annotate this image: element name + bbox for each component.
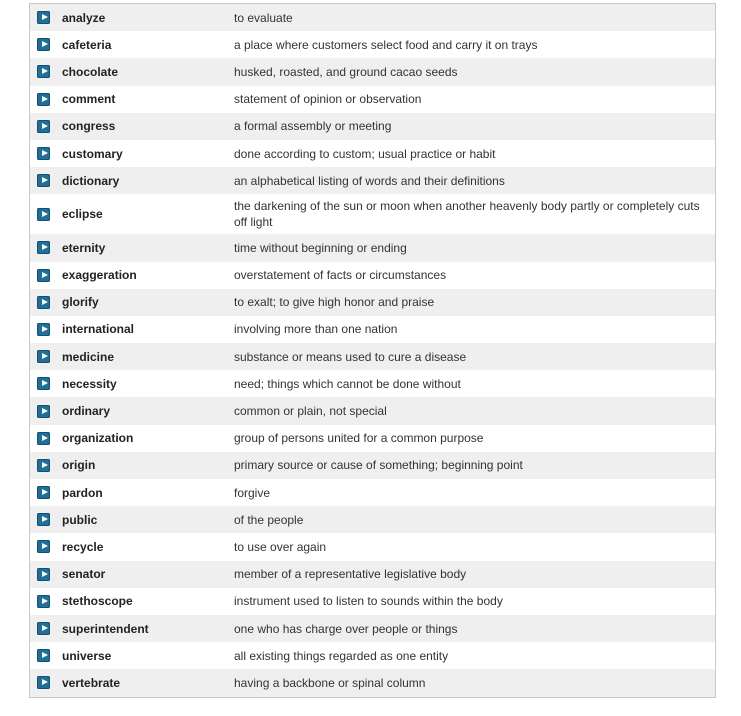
table-row	[30, 506, 715, 533]
vocab-definition: of the people	[234, 512, 304, 527]
vocab-definition: common or plain, not special	[234, 404, 387, 419]
table-row	[30, 588, 715, 615]
vocab-definition: forgive	[234, 485, 271, 500]
vocab-word: cafeteria	[62, 37, 112, 52]
vocab-definition: statement of opinion or observation	[234, 92, 422, 107]
vocab-word: origin	[62, 458, 96, 473]
vocab-definition: a formal assembly or meeting	[234, 119, 392, 134]
table-row	[30, 316, 715, 343]
table-row	[30, 642, 715, 669]
vocab-word: medicine	[62, 349, 115, 364]
play-icon[interactable]	[37, 65, 50, 78]
play-icon[interactable]	[37, 486, 50, 499]
table-row	[30, 343, 715, 370]
play-icon[interactable]	[37, 405, 50, 418]
vocab-word: stethoscope	[62, 594, 133, 609]
table-row	[30, 194, 715, 234]
vocab-definition: all existing things regarded as one entity	[234, 648, 449, 663]
play-icon[interactable]	[37, 323, 50, 336]
vocab-word: ordinary	[62, 404, 111, 419]
vocab-word: dictionary	[62, 173, 120, 188]
vocab-word: international	[62, 322, 135, 337]
play-icon[interactable]	[37, 120, 50, 133]
vocab-word: recycle	[62, 539, 104, 554]
vocab-definition: an alphabetical listing of words and their definitions	[234, 173, 505, 188]
vocab-definition: overstatement of facts or circumstances	[234, 268, 447, 283]
play-icon[interactable]	[37, 676, 50, 689]
vocab-word: chocolate	[62, 64, 119, 79]
play-icon[interactable]	[37, 622, 50, 635]
play-icon[interactable]	[37, 174, 50, 187]
table-row	[30, 31, 715, 58]
vocab-word: exaggeration	[62, 268, 137, 283]
vocab-word: public	[62, 512, 98, 527]
table-row	[30, 113, 715, 140]
vocab-word: congress	[62, 119, 116, 134]
vocab-word: superintendent	[62, 621, 149, 636]
vocab-definition: time without beginning or ending	[234, 240, 407, 255]
play-icon[interactable]	[37, 513, 50, 526]
vocabulary-table	[29, 3, 716, 698]
table-row	[30, 289, 715, 316]
play-icon[interactable]	[37, 649, 50, 662]
vocab-word: necessity	[62, 376, 117, 391]
vocab-word: vertebrate	[62, 675, 121, 690]
table-row	[30, 234, 715, 261]
table-row	[30, 370, 715, 397]
vocab-definition: a place where customers select food and carry it on trays	[234, 37, 538, 52]
play-icon[interactable]	[37, 208, 50, 221]
table-row	[30, 425, 715, 452]
vocab-word: eclipse	[62, 207, 103, 222]
table-row	[30, 86, 715, 113]
vocab-definition: substance or means used to cure a disease	[234, 349, 467, 364]
vocab-word: comment	[62, 92, 116, 107]
table-row	[30, 615, 715, 642]
play-icon[interactable]	[37, 269, 50, 282]
table-row	[30, 561, 715, 588]
table-row	[30, 167, 715, 194]
vocab-definition: to use over again	[234, 539, 327, 554]
vocab-word: analyze	[62, 10, 106, 25]
vocab-word: organization	[62, 431, 134, 446]
vocab-word: universe	[62, 648, 112, 663]
vocab-definition: to exalt; to give high honor and praise	[234, 295, 435, 310]
table-row	[30, 140, 715, 167]
vocab-definition: done according to custom; usual practice or habit	[234, 146, 496, 161]
vocab-definition: instrument used to listen to sounds within the body	[234, 594, 503, 609]
table-row	[30, 397, 715, 424]
table-row	[30, 58, 715, 85]
play-icon[interactable]	[37, 93, 50, 106]
play-icon[interactable]	[37, 595, 50, 608]
vocab-word: senator	[62, 567, 106, 582]
play-icon[interactable]	[37, 377, 50, 390]
play-icon[interactable]	[37, 38, 50, 51]
play-icon[interactable]	[37, 568, 50, 581]
table-row	[30, 479, 715, 506]
vocab-definition: the darkening of the sun or moon when another heavenly body partly or completely cuts off light	[234, 199, 700, 230]
vocab-definition: husked, roasted, and ground cacao seeds	[234, 64, 458, 79]
play-icon[interactable]	[37, 459, 50, 472]
table-row	[30, 4, 715, 31]
play-icon[interactable]	[37, 432, 50, 445]
vocab-definition: primary source or cause of something; beginning point	[234, 458, 523, 473]
play-icon[interactable]	[37, 350, 50, 363]
play-icon[interactable]	[37, 296, 50, 309]
table-row	[30, 452, 715, 479]
vocab-definition: one who has charge over people or things	[234, 621, 458, 636]
vocab-word: customary	[62, 146, 123, 161]
vocab-definition: to evaluate	[234, 10, 293, 25]
table-row	[30, 533, 715, 560]
play-icon[interactable]	[37, 11, 50, 24]
play-icon[interactable]	[37, 241, 50, 254]
vocab-definition: having a backbone or spinal column	[234, 675, 426, 690]
vocab-definition: involving more than one nation	[234, 322, 398, 337]
play-icon[interactable]	[37, 540, 50, 553]
vocab-word: eternity	[62, 240, 106, 255]
vocab-definition: need; things which cannot be done without	[234, 376, 461, 391]
vocab-word: glorify	[62, 295, 99, 310]
play-icon[interactable]	[37, 147, 50, 160]
vocab-definition: member of a representative legislative body	[234, 567, 467, 582]
vocab-definition: group of persons united for a common purpose	[234, 431, 484, 446]
vocab-word: pardon	[62, 485, 103, 500]
table-row	[30, 669, 715, 696]
table-row	[30, 262, 715, 289]
